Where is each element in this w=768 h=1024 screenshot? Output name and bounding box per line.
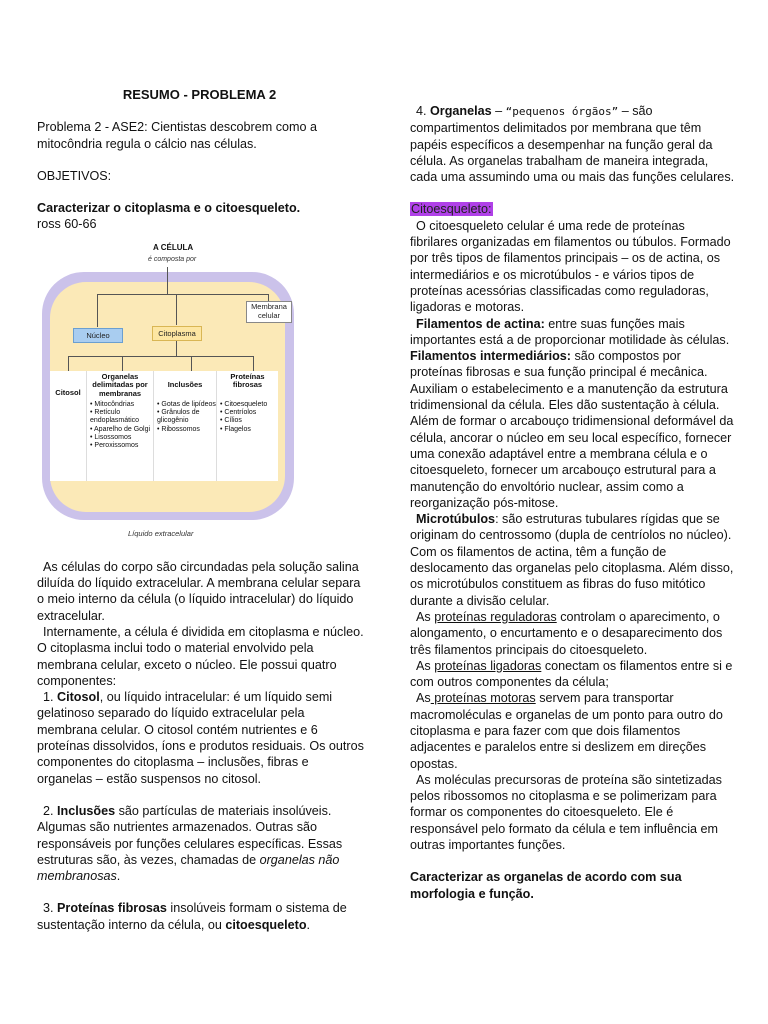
regulatory-text: controlam o aparecimento, o alongamento, o encurtamento e o desaparecimento dos três filamentos principais do citoesqueleto.	[410, 609, 723, 657]
motor-text: servem para transportar macromoléculas e organelas de um ponto para outro do citoplasma e para fazer com que dois filamentos adjacentes e paralelos entre si deslizem em direções opostas.	[410, 691, 723, 771]
item-number: 4.	[416, 104, 427, 118]
item-term: Citosol	[57, 690, 100, 705]
item-quote: “pequenos órgãos”	[505, 105, 619, 118]
nucleus-box: Núcleo	[73, 328, 123, 343]
item-term: Proteínas fibrosas	[57, 901, 167, 916]
list-item: • Mitocôndrias	[90, 401, 153, 409]
cytoplasm-components-table	[50, 371, 278, 481]
intermediate-text: são compostos por proteínas fibrosas e sua função principal é mecânica. Auxiliam o estabelecimento e a manutenção da estrutura tridimensional da célula. Eles dão sustentação à célula. Além de formar o arcabouço tridimensional deformável da célula, ancorar o núcleo em seu local específico, fornecer uma conexão adaptável entre a membrana célula e o citoesqueleto, fornecer um arcabouço estrutural para a manutenção do envoltório nuclear, assim como a reorganização pós-mitose.	[410, 349, 734, 510]
objectives-label: OBJETIVOS:	[37, 168, 112, 183]
list-item: • Cílios	[220, 417, 267, 425]
item-organelles	[410, 103, 735, 185]
regulatory-proteins-paragraph	[410, 609, 735, 658]
list-item: • Lisossomos	[90, 434, 153, 442]
diagram-title: A CÉLULA	[153, 242, 194, 252]
inclusions-list	[157, 401, 216, 434]
item-dash: –	[491, 104, 506, 118]
column-header: Organelas delimitadas por membranas	[92, 371, 148, 398]
item-italic: organelas não membranosas	[37, 852, 340, 884]
text-prefix: As	[416, 691, 431, 706]
linker-term: proteínas ligadoras	[434, 658, 542, 673]
linker-proteins-paragraph	[410, 658, 735, 691]
item-number: 2.	[43, 803, 54, 818]
organelles-objective-heading: Caracterizar as organelas de acordo com sua morfologia e função.	[410, 870, 682, 901]
item-number: 3.	[43, 901, 54, 916]
fibrous-list	[220, 401, 267, 434]
document-title: RESUMO - PROBLEMA 2	[122, 87, 277, 102]
left-column	[37, 87, 367, 933]
list-item: • Citoesqueleto	[220, 401, 267, 409]
list-item: • Ribossomos	[157, 426, 216, 434]
list-item: • Retículo endoplasmático	[90, 409, 153, 426]
intermediate-paragraph	[410, 348, 735, 511]
cytoplasm-box: Citoplasma	[152, 326, 202, 341]
intermediate-term: Filamentos intermediários:	[410, 349, 571, 364]
motor-term: proteínas motoras	[430, 691, 536, 706]
diagram-subtitle: é composta por	[148, 255, 197, 263]
microtubules-term: Microtúbulos	[416, 512, 496, 527]
actin-text: entre suas funções mais importantes está a de proporcionar motilidade às células.	[410, 316, 730, 347]
paragraph-cytoplasm: Internamente, a célula é dividida em citoplasma e núcleo. O citoplasma inclui todo o material envolvido pela membrana celular, exceto o núcleo. Ele possui quatro componentes:	[37, 624, 364, 688]
membrane-box: Membrana celular	[246, 301, 292, 323]
column-fibrous-proteins	[217, 371, 278, 481]
list-item: • Flagelos	[220, 426, 267, 434]
actin-paragraph	[410, 316, 735, 349]
item-term: Organelas	[430, 104, 492, 118]
item-term: Inclusões	[57, 803, 116, 818]
paragraph-extracellular: As células do corpo são circundadas pela solução salina diluída do líquido extracelular. A membrana celular separa o meio interno da célula (o líquido intracelular) do líquido extracelular.	[37, 559, 361, 623]
cell-diagram	[40, 243, 300, 553]
motor-proteins-paragraph	[410, 690, 735, 771]
column-inclusions	[154, 371, 217, 481]
item-text: , ou líquido intracelular: é um líquido semi gelatinoso separado do líquido extracelular pela membrana celular. O citosol contém nutrientes e 6 proteínas dissolvidos, íons e produtos residuais. Os outros componentes do citoplasma – inclusões, fibras e organelas – estão suspensos no citosol.	[37, 690, 364, 786]
regulatory-term: proteínas reguladoras	[434, 609, 557, 624]
microtubules-text: : são estruturas tubulares rígidas que se originam do centrossomo (dupla de centríolos no núcleo). Com os filamentos de actina, têm a função de deslocamento das organelas pelo citoplasma. Além disso, os microtúbulos constituem as fibras do fuso mitótico durante a divisão celular.	[410, 512, 734, 608]
column-header: Citosol	[55, 387, 81, 397]
item-text: insolúveis formam o sistema de sustentação interno da célula, ou	[37, 901, 347, 932]
item-citosol	[37, 689, 367, 787]
objective-heading: Caracterizar o citoplasma e o citoesqueleto.	[37, 201, 301, 216]
item-end: .	[306, 917, 311, 932]
cytoskeleton-heading	[410, 201, 735, 217]
item-text: – são compartimentos delimitados por membrana que têm papéis específicos a desempenhar na função geral da célula. As organelas trabalham de maneira integrada, cada uma assumindo uma ou mais das funções celulares.	[410, 104, 735, 185]
column-citosol	[50, 371, 87, 481]
item-end: .	[116, 869, 121, 884]
text-prefix: As	[416, 658, 435, 673]
item-fibrous-proteins	[37, 900, 367, 933]
list-item: • Aparelho de Golgi	[90, 426, 153, 434]
item-number: 1.	[43, 690, 54, 705]
organelles-list	[90, 401, 153, 451]
actin-term: Filamentos de actina:	[416, 316, 545, 331]
list-item: • Centríolos	[220, 409, 267, 417]
text-prefix: As	[416, 609, 435, 624]
cytoskeleton-intro: O citoesqueleto celular é uma rede de proteínas fibrilares organizadas em filamentos ou túbulos. Formado por três tipos de filamentos principais – os de actina, os intermediários e os microtúbulos - e vários tipos de proteínas acessórias classificadas como reguladoras, ligadoras e motoras.	[410, 218, 731, 315]
highlighted-heading: Citoesqueleto:	[411, 202, 492, 217]
item-term-2: citoesqueleto	[225, 917, 307, 932]
right-column	[410, 103, 735, 902]
reference-text: ross 60-66	[37, 217, 97, 232]
linker-text: conectam os filamentos entre si e com outros componentes da célula;	[410, 658, 733, 690]
item-inclusions	[37, 803, 367, 884]
column-header: Proteínas fibrosas	[230, 371, 265, 390]
list-item: • Peroxissomos	[90, 442, 153, 450]
problem-statement: Problema 2 - ASE2: Cientistas descobrem como a mitocôndria regula o cálcio nas células.	[37, 120, 317, 151]
list-item: • Gotas de lipídeos	[157, 401, 216, 409]
item-text: são partículas de materiais insolúveis. Algumas são nutrientes armazenados. Outras são responsáveis por funções celulares específicas. Essas estruturas são, às vezes, chamadas de	[37, 803, 343, 867]
column-header: Inclusões	[167, 379, 203, 389]
microtubules-paragraph	[410, 511, 735, 609]
diagram-caption: Líquido extracelular	[128, 528, 194, 538]
list-item: • Grânulos de glicogênio	[157, 409, 216, 426]
precursor-paragraph: As moléculas precursoras de proteína são sintetizadas pelos ribossomos no citoplasma e se polimerizam para formar os componentes do citoesqueleto. Ele é responsável pelo formato da célula e tem influência em outras importantes funções.	[410, 772, 722, 853]
column-organelles	[87, 371, 154, 481]
